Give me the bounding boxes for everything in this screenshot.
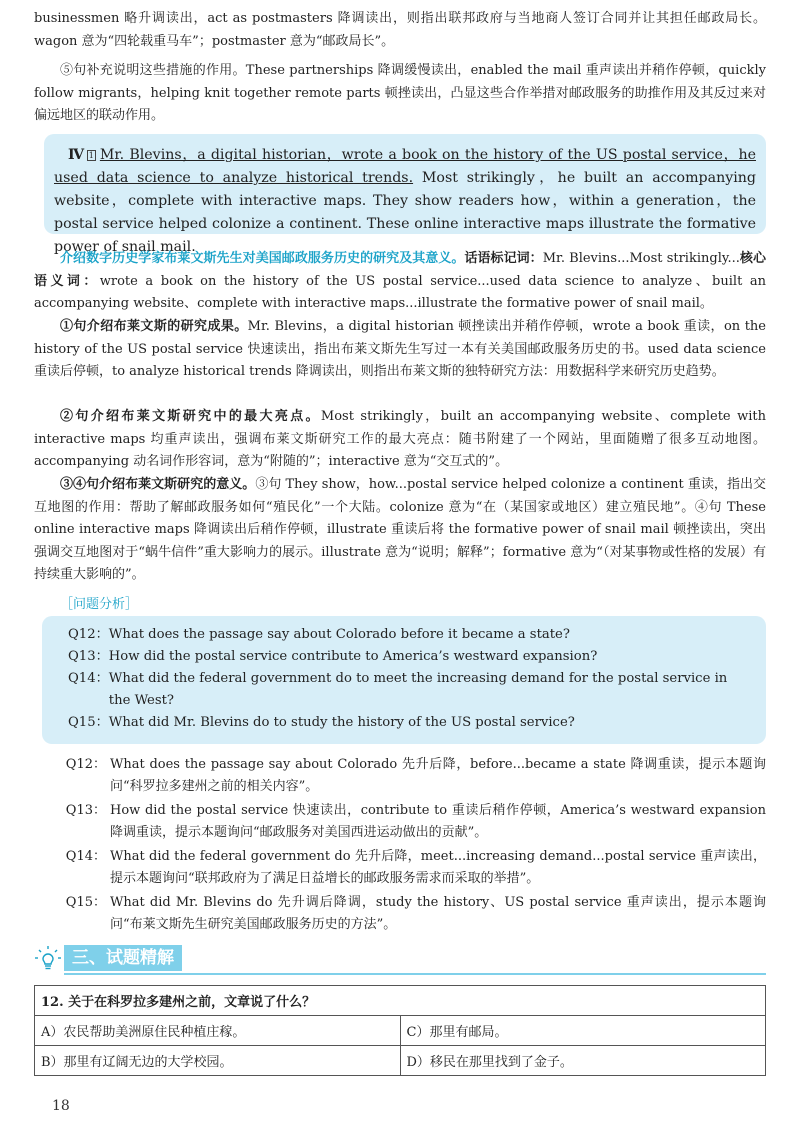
- question-text: What does the passage say about Colorado before it became a state?: [108, 627, 570, 642]
- analysis-text: What did the federal government do 先升后降，meet...increasing demand...postal service 重声读出，提示本题询问“联邦政府为了满足日益增长的邮政服务需求而采取的举措”。: [110, 849, 766, 886]
- question-number: Q13：: [68, 649, 109, 664]
- analysis-number: Q13：: [65, 803, 106, 818]
- analysis-1-text: Mr. Blevins，a digital historian 顿挫读出并稍作停顿，wrote a book 重读，on the history of the US postal service 快速读出，指出布莱文斯先生写过一本有关美国邮政服务历史的书。used data science 重读后停顿，to analyze historical trends 降调读出，则指出布莱文斯的独特研究方法：用数据科学来研究历史趋势。: [34, 319, 766, 379]
- questions-list: [42, 616, 766, 734]
- analysis-1-head: ①句介绍布莱文斯的研究成果。: [60, 319, 248, 334]
- question-analysis-heading: ［问题分析］: [60, 597, 139, 612]
- question-number: Q14：: [68, 671, 109, 686]
- analysis-text: What does the passage say about Colorado 先升后降，before...became a state 降调重读，提示本题询问“科罗拉多建州之前的相关内容”。: [110, 757, 766, 794]
- analysis-sentence-1: [34, 316, 766, 384]
- option-c: C）那里有邮局。: [400, 1016, 766, 1046]
- analysis-number: Q14：: [65, 849, 106, 864]
- passage-underlined: Mr. Blevins，a digital historian，wrote a book on the history of the US postal service，he used data science to analyze historical trends.: [54, 147, 756, 186]
- question-number: Q15：: [68, 715, 109, 730]
- analysis-3-head: ③④句介绍布莱文斯研究的意义。: [60, 477, 256, 492]
- passage-text: [54, 144, 756, 259]
- table-row: [35, 1046, 766, 1076]
- analysis-number: Q15：: [65, 895, 106, 910]
- question-text: What did Mr. Blevins do to study the history of the US postal service?: [108, 715, 575, 730]
- sentence-five-note: ⑤句补充说明这些措施的作用。These partnerships 降调缓慢读出，enabled the mail 重声读出并稍作停顿，quickly follow migrants，helping knit together remote parts 顿挫读出，凸显这些合作举措对邮政服务的助推作用及其反过来对偏远地区的联动作用。: [34, 63, 766, 123]
- option-d: D）移民在那里找到了金子。: [400, 1046, 766, 1076]
- analysis-sentence-2: [34, 406, 766, 474]
- analysis-item: [34, 800, 766, 844]
- analysis-item: [34, 754, 766, 798]
- question-item: [68, 624, 746, 646]
- intro-paragraph: businessmen 略升调读出，act as postmasters 降调读出，则指出联邦政府与当地商人签订合同并让其担任邮政局长。wagon 意为“四轮载重马车”；postmaster 意为“邮政局长”。: [34, 11, 766, 49]
- analysis-2-text: Most strikingly，built an accompanying website、complete with interactive maps 均重声读出，强调布莱文斯研究工作的最大亮点：随书附建了一个网站，里面随赠了很多互动地图。accompanying 动名词作形容词，意为“附随的”；interactive 意为“交互式的”。: [34, 409, 766, 469]
- analysis-text: What did Mr. Blevins do 先升调后降调，study the history、US postal service 重声读出，提示本题询问“布莱文斯先生研究美国邮政服务历史的方法”。: [110, 895, 766, 932]
- question-item: [68, 668, 746, 712]
- question-12-stem: 12. 关于在科罗拉多建州之前，文章说了什么？: [35, 986, 766, 1016]
- question-text: How did the postal service contribute to America’s westward expansion?: [108, 649, 598, 664]
- analysis-3-text: ③句 They show，how...postal service helped colonize a continent 重读，指出交互地图的作用：帮助了解邮政服务如何“殖民化”一个大陆。colonize 意为“在（某国家或地区）建立殖民地”。④句 These online interactive maps 降调读出后稍作停顿，illustrate 重读后将 the formative power of snail mail 顿挫读出，突出强调交互地图对于“蜗牛信件”重大影响力的展示。illustrate 意为“说明；解释”；formative 意为“（对某事物或性格的发展）有持续重大影响的”。: [34, 477, 766, 582]
- lightbulb-icon: [34, 945, 62, 973]
- analysis-item: [34, 846, 766, 890]
- analysis-number: Q12：: [65, 757, 106, 772]
- analysis-text: How did the postal service 快速读出，contribute to 重读后稍作停顿，America’s westward expansion 降调重读，提示本题询问“邮政服务对美国西进运动做出的贡献”。: [110, 803, 766, 840]
- question-number: Q12：: [68, 627, 109, 642]
- passage-numeral: Ⅳ: [68, 147, 85, 163]
- summary-markers: Mr. Blevins...Most strikingly...: [542, 251, 740, 266]
- table-row: [35, 1016, 766, 1046]
- passage-rest: Most strikingly，he built an accompanying website，complete with interactive maps. They show readers how，within a generation，the postal service helped colonize a continent. These online interactive maps illustrate the formative power of snail mail.: [54, 170, 756, 255]
- analysis-item: [34, 892, 766, 936]
- question-text: What did the federal government do to meet the increasing demand for the postal service in the West?: [108, 671, 728, 708]
- question-item: [68, 712, 746, 734]
- page-number: 18: [52, 1098, 70, 1114]
- question-analysis-list: [34, 754, 766, 938]
- section-title: 三、试题精解: [64, 945, 182, 971]
- questions-box: [42, 616, 766, 744]
- summary-core: wrote a book on the history of the US postal service...used data science to analyze、built an accompanying website、complete with interactive maps...illustrate the formative power of snail mail。: [34, 273, 766, 311]
- passage-box: [44, 134, 766, 255]
- section-header: [34, 943, 766, 977]
- analysis-sentence-3: [34, 474, 766, 587]
- section-rule: [64, 973, 766, 975]
- passage-marker: 1: [88, 151, 94, 160]
- table-row: [35, 986, 766, 1016]
- question-item: [68, 646, 746, 668]
- analysis-2-head: ②句介绍布莱文斯研究中的最大亮点。: [60, 409, 321, 424]
- summary-label-markers: 话语标记词：: [464, 251, 543, 266]
- summary-paragraph: [34, 248, 766, 316]
- option-b: B）那里有辽阔无边的大学校园。: [35, 1046, 401, 1076]
- summary-heading: 介绍数字历史学家布莱文斯先生对美国邮政服务历史的研究及其意义。: [60, 251, 465, 266]
- option-a: A）农民帮助美洲原住民种植庄稼。: [35, 1016, 401, 1046]
- summary-label-core: 核心语义词：: [34, 251, 766, 289]
- question-12-table: [34, 985, 766, 1076]
